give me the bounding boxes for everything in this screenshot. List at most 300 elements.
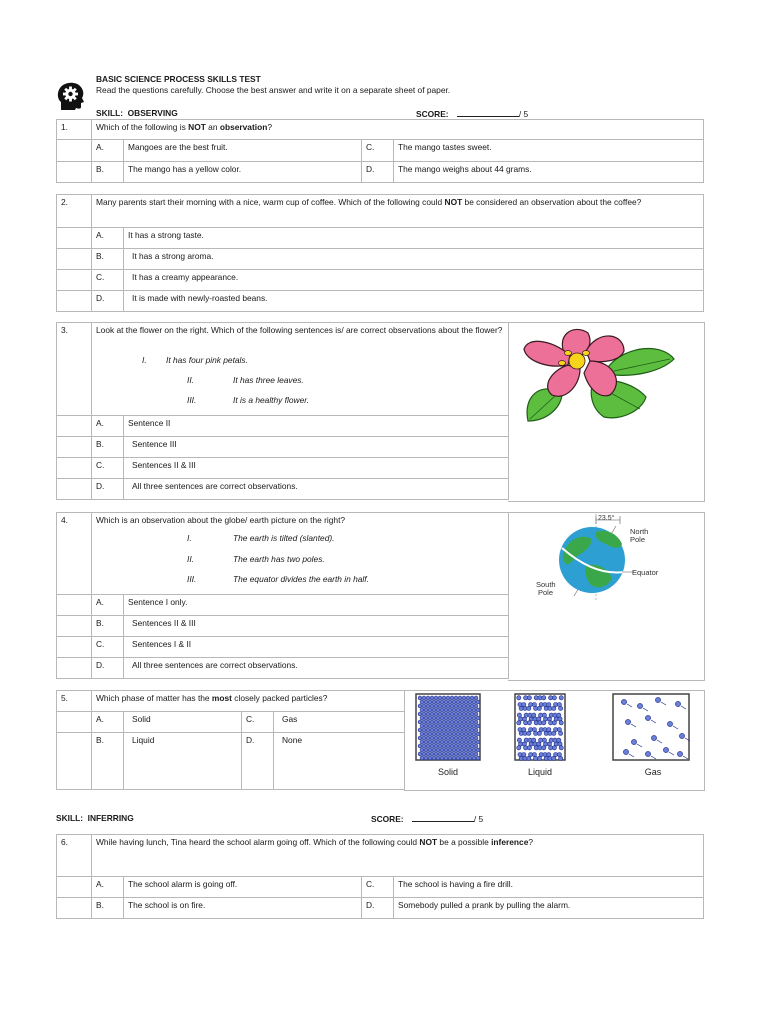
option-letter: A.: [92, 140, 124, 162]
solid-particle: [428, 740, 432, 744]
solid-particle: [462, 736, 466, 740]
solid-particle: [418, 720, 422, 724]
solid-particle: [420, 724, 424, 728]
solid-particle: [436, 756, 440, 760]
option-text: The mango tastes sweet.: [394, 140, 704, 162]
solid-particle: [450, 720, 454, 724]
question-number: 5.: [57, 691, 92, 712]
solid-particle: [418, 712, 422, 716]
gas-particle: [667, 721, 672, 726]
option-letter: A.: [92, 416, 124, 437]
solid-particle: [458, 744, 462, 748]
skill-line-inferring: SKILL: INFERRING: [56, 813, 134, 823]
liquid-particle: [552, 731, 556, 735]
solid-particle: [474, 696, 478, 700]
question-stem: Which of the following is NOT an observation?: [92, 120, 704, 140]
solid-particle: [438, 736, 442, 740]
question-stem: While having lunch, Tina heard the school alarm going off. Which of the following could NOT be a possible inference?: [92, 835, 704, 877]
option-text: All three sentences are correct observations.: [124, 658, 509, 679]
solid-particle: [452, 716, 456, 720]
solid-particle: [456, 700, 460, 704]
solid-particle: [446, 696, 450, 700]
solid-particle: [426, 720, 430, 724]
solid-particle: [466, 696, 470, 700]
option-letter: D.: [92, 291, 124, 312]
solid-particle: [440, 732, 444, 736]
option-letter: B.: [92, 249, 124, 270]
solid-particle: [448, 716, 452, 720]
question-2: [56, 194, 704, 312]
solid-particle: [436, 732, 440, 736]
solid-particle: [434, 736, 438, 740]
gas-particle: [677, 751, 682, 756]
solid-particle: [432, 740, 436, 744]
solid-particle: [460, 748, 464, 752]
score-blank[interactable]: [412, 813, 474, 822]
solid-particle: [466, 720, 470, 724]
solid-particle: [470, 712, 474, 716]
score-blank[interactable]: [457, 108, 519, 117]
solid-particle: [452, 756, 456, 760]
skill-line-observing: SKILL: OBSERVING: [96, 108, 178, 118]
option-text: It has a strong taste.: [124, 228, 704, 249]
solid-particle: [438, 712, 442, 716]
solid-particle: [424, 740, 428, 744]
option-text: The school alarm is going off.: [124, 877, 362, 898]
gas-particle: [663, 747, 668, 752]
solid-particle: [462, 712, 466, 716]
liquid-particle: [559, 731, 563, 735]
solid-particle: [432, 748, 436, 752]
gas-particle: [621, 699, 626, 704]
liquid-particle: [552, 746, 556, 750]
option-letter: A.: [92, 877, 124, 898]
question-stem: Which phase of matter has the most closely packed particles?: [92, 691, 405, 712]
solid-particle: [468, 748, 472, 752]
solid-particle: [476, 700, 480, 704]
sentence-roman: II.: [187, 554, 194, 564]
solid-particle: [432, 724, 436, 728]
solid-particle: [422, 712, 426, 716]
solid-particle: [424, 748, 428, 752]
question-5: [56, 690, 405, 790]
solid-particle: [440, 708, 444, 712]
liquid-particle: [552, 721, 556, 725]
gas-particle: [679, 733, 684, 738]
solid-particle: [468, 700, 472, 704]
solid-particle: [450, 696, 454, 700]
solid-particle: [454, 720, 458, 724]
solid-particle: [470, 720, 474, 724]
option-letter: A.: [92, 228, 124, 249]
solid-particle: [456, 748, 460, 752]
option-letter: D.: [242, 733, 274, 790]
gas-particle: [631, 739, 636, 744]
option-letter: C.: [92, 637, 124, 658]
solid-particle: [458, 712, 462, 716]
liquid-particle: [559, 706, 563, 710]
solid-particle: [428, 748, 432, 752]
solid-particle: [430, 704, 434, 708]
skill-name: INFERRING: [87, 813, 134, 823]
solid-particle: [424, 708, 428, 712]
gas-particle: [651, 735, 656, 740]
solid-particle: [428, 708, 432, 712]
solid-particle: [418, 728, 422, 732]
solid-particle: [474, 744, 478, 748]
solid-particle: [418, 696, 422, 700]
option-text: Sentences I & II: [124, 637, 509, 658]
solid-particle: [442, 720, 446, 724]
solid-particle: [420, 748, 424, 752]
liquid-particle: [517, 721, 521, 725]
solid-particle: [424, 724, 428, 728]
solid-particle: [438, 752, 442, 756]
solid-particle: [422, 704, 426, 708]
solid-particle: [440, 748, 444, 752]
option-letter: D.: [362, 162, 394, 183]
sentence-text: It has four pink petals.: [166, 355, 248, 365]
solid-particle: [444, 748, 448, 752]
liquid-particle: [527, 706, 531, 710]
liquid-particle: [517, 696, 521, 700]
solid-particle: [474, 704, 478, 708]
solid-particle: [476, 724, 480, 728]
solid-particle: [460, 700, 464, 704]
score-line-observing: SCORE: / 5: [416, 109, 529, 119]
solid-particle: [438, 704, 442, 708]
solid-particle: [460, 716, 464, 720]
solid-particle: [472, 756, 476, 760]
solid-particle: [472, 748, 476, 752]
option-letter: B.: [92, 437, 124, 458]
option-text: Gas: [274, 712, 405, 733]
solid-particle: [444, 732, 448, 736]
option-text: Somebody pulled a prank by pulling the alarm.: [394, 898, 704, 919]
solid-particle: [440, 756, 444, 760]
solid-particle: [468, 740, 472, 744]
south-label-2: Pole: [538, 588, 554, 597]
solid-particle: [470, 696, 474, 700]
solid-particle: [468, 732, 472, 736]
solid-particle: [464, 716, 468, 720]
solid-particle: [438, 720, 442, 724]
solid-particle: [454, 728, 458, 732]
liquid-particle: [537, 706, 541, 710]
solid-particle: [422, 744, 426, 748]
north-label-2: Pole: [630, 535, 646, 544]
solid-particle: [462, 696, 466, 700]
solid-particle: [462, 720, 466, 724]
sentence-text: The earth is tilted (slanted).: [233, 533, 335, 543]
gas-particle: [625, 719, 630, 724]
solid-particle: [420, 740, 424, 744]
solid-particle: [454, 736, 458, 740]
solid-particle: [460, 740, 464, 744]
solid-particle: [444, 756, 448, 760]
solid-particle: [474, 728, 478, 732]
solid-particle: [448, 740, 452, 744]
solid-particle: [462, 744, 466, 748]
solid-particle: [458, 704, 462, 708]
solid-particle: [438, 744, 442, 748]
solid-particle: [424, 756, 428, 760]
solid-particle: [476, 732, 480, 736]
score-line-inferring: SCORE: / 5: [371, 814, 484, 824]
solid-particle: [456, 724, 460, 728]
option-text: Sentences II & III: [124, 458, 509, 479]
solid-particle: [432, 700, 436, 704]
option-letter: B.: [92, 162, 124, 183]
solid-particle: [436, 700, 440, 704]
option-text: The school is on fire.: [124, 898, 362, 919]
solid-particle: [446, 736, 450, 740]
gas-particle: [655, 697, 660, 702]
solid-particle: [432, 708, 436, 712]
solid-particle: [464, 748, 468, 752]
solid-particle: [430, 752, 434, 756]
solid-particle: [444, 716, 448, 720]
solid-particle: [442, 744, 446, 748]
solid-particle: [422, 728, 426, 732]
solid-particle: [464, 732, 468, 736]
option-letter: B.: [92, 616, 124, 637]
solid-particle: [418, 736, 422, 740]
solid-particle: [450, 728, 454, 732]
solid-particle: [450, 704, 454, 708]
solid-particle: [448, 724, 452, 728]
solid-particle: [442, 696, 446, 700]
option-letter: D.: [362, 898, 394, 919]
solid-particle: [432, 716, 436, 720]
solid-particle: [472, 708, 476, 712]
solid-particle: [472, 716, 476, 720]
solid-particle: [452, 708, 456, 712]
solid-particle: [444, 740, 448, 744]
option-letter: C.: [92, 270, 124, 291]
solid-particle: [422, 736, 426, 740]
solid-particle: [472, 700, 476, 704]
option-text: It is made with newly-roasted beans.: [124, 291, 704, 312]
solid-particle: [444, 724, 448, 728]
solid-particle: [426, 696, 430, 700]
solid-particle: [442, 752, 446, 756]
solid-particle: [426, 712, 430, 716]
solid-particle: [476, 708, 480, 712]
gas-particle: [623, 749, 628, 754]
solid-particle: [428, 700, 432, 704]
solid-particle: [470, 728, 474, 732]
liquid-particle: [517, 746, 521, 750]
solid-particle: [434, 744, 438, 748]
solid-particle: [442, 728, 446, 732]
north-label-1: North: [630, 527, 649, 536]
option-letter: C.: [362, 140, 394, 162]
solid-particle: [458, 752, 462, 756]
question-6: [56, 834, 704, 919]
solid-particle: [424, 732, 428, 736]
option-letter: B.: [92, 733, 124, 790]
liquid-particle: [527, 746, 531, 750]
solid-particle: [466, 752, 470, 756]
solid-particle: [420, 756, 424, 760]
solid-particle: [420, 732, 424, 736]
liquid-particle: [552, 706, 556, 710]
option-text: All three sentences are correct observations.: [124, 479, 509, 500]
sentence-roman: II.: [187, 375, 194, 385]
option-letter: C.: [242, 712, 274, 733]
flower-image: [516, 325, 682, 425]
solid-particle: [440, 716, 444, 720]
solid-particle: [446, 704, 450, 708]
solid-particle: [472, 724, 476, 728]
phase-label-gas: Gas: [644, 767, 662, 777]
solid-particle: [454, 712, 458, 716]
liquid-particle: [527, 731, 531, 735]
solid-particle: [426, 736, 430, 740]
solid-particle: [448, 732, 452, 736]
solid-particle: [452, 748, 456, 752]
solid-particle: [442, 712, 446, 716]
solid-particle: [460, 724, 464, 728]
option-text: Mangoes are the best fruit.: [124, 140, 362, 162]
sentence-text: The earth has two poles.: [233, 554, 325, 564]
solid-particle: [456, 756, 460, 760]
question-number: 3.: [57, 323, 92, 416]
liquid-particle: [527, 756, 531, 760]
sentence-roman: I.: [187, 533, 192, 543]
angle-label: 23.5°: [598, 515, 615, 522]
option-letter: A.: [92, 712, 124, 733]
option-text: Sentence I only.: [124, 595, 509, 616]
solid-particle: [476, 716, 480, 720]
question-stem: Look at the flower on the right. Which of the following sentences is/ are correct observations about the flower?: [92, 323, 509, 416]
solid-particle: [452, 740, 456, 744]
solid-particle: [430, 720, 434, 724]
solid-particle: [426, 704, 430, 708]
equator-label: Equator: [632, 568, 659, 577]
solid-particle: [436, 724, 440, 728]
south-label-1: South: [536, 580, 556, 589]
option-text: The school is having a fire drill.: [394, 877, 704, 898]
solid-particle: [454, 696, 458, 700]
solid-particle: [464, 740, 468, 744]
solid-particle: [436, 708, 440, 712]
phase-label-liquid: Liquid: [527, 767, 553, 777]
solid-particle: [434, 720, 438, 724]
solid-particle: [458, 720, 462, 724]
solid-particle: [440, 700, 444, 704]
sentence-text: It is a healthy flower.: [233, 395, 310, 405]
solid-particle: [468, 708, 472, 712]
solid-particle: [430, 736, 434, 740]
solid-particle: [434, 696, 438, 700]
solid-particle: [426, 728, 430, 732]
solid-particle: [444, 700, 448, 704]
gas-particle: [637, 703, 642, 708]
solid-particle: [446, 744, 450, 748]
option-letter: A.: [92, 595, 124, 616]
instructions: Read the questions carefully. Choose the best answer and write it on a separate sheet of paper.: [96, 85, 451, 95]
solid-particle: [462, 704, 466, 708]
solid-particle: [452, 732, 456, 736]
solid-particle: [460, 732, 464, 736]
solid-particle: [468, 756, 472, 760]
solid-particle: [426, 752, 430, 756]
solid-particle: [436, 740, 440, 744]
solid-particle: [448, 748, 452, 752]
solid-particle: [474, 736, 478, 740]
question-3: [56, 322, 509, 500]
solid-particle: [428, 732, 432, 736]
solid-particle: [430, 696, 434, 700]
solid-particle: [428, 716, 432, 720]
option-text: Sentence II: [124, 416, 509, 437]
sentence-roman: III.: [187, 574, 197, 584]
option-letter: D.: [92, 658, 124, 679]
solid-particle: [430, 712, 434, 716]
liquid-particle: [542, 696, 546, 700]
solid-particle: [460, 756, 464, 760]
solid-particle: [454, 752, 458, 756]
solid-particle: [446, 712, 450, 716]
solid-particle: [470, 744, 474, 748]
solid-particle: [430, 728, 434, 732]
liquid-particle: [537, 731, 541, 735]
solid-particle: [474, 712, 478, 716]
solid-particle: [450, 712, 454, 716]
option-text: It has a strong aroma.: [124, 249, 704, 270]
solid-particle: [454, 704, 458, 708]
solid-particle: [450, 752, 454, 756]
skill-name: OBSERVING: [127, 108, 178, 118]
solid-particle: [422, 752, 426, 756]
option-text: It has a creamy appearance.: [124, 270, 704, 291]
solid-particle: [466, 704, 470, 708]
liquid-particle: [542, 721, 546, 725]
solid-particle: [462, 728, 466, 732]
solid-particle: [434, 752, 438, 756]
test-title: BASIC SCIENCE PROCESS SKILLS TEST: [96, 74, 261, 84]
solid-particle: [426, 744, 430, 748]
solid-particle: [422, 720, 426, 724]
solid-particle: [474, 752, 478, 756]
option-text: None: [274, 733, 405, 790]
solid-particle: [442, 736, 446, 740]
option-text: Solid: [124, 712, 242, 733]
solid-particle: [436, 748, 440, 752]
solid-particle: [470, 736, 474, 740]
globe-image: [534, 512, 680, 604]
solid-particle: [450, 736, 454, 740]
solid-particle: [420, 708, 424, 712]
option-text: Liquid: [124, 733, 242, 790]
option-text: Sentence III: [124, 437, 509, 458]
solid-particle: [468, 724, 472, 728]
solid-particle: [464, 700, 468, 704]
solid-particle: [448, 700, 452, 704]
solid-particle: [462, 752, 466, 756]
solid-particle: [458, 736, 462, 740]
solid-particle: [418, 752, 422, 756]
liquid-particle: [542, 746, 546, 750]
liquid-particle: [527, 696, 531, 700]
option-text: The mango has a yellow color.: [124, 162, 362, 183]
solid-particle: [424, 700, 428, 704]
solid-particle: [434, 712, 438, 716]
solid-particle: [438, 728, 442, 732]
solid-particle: [450, 744, 454, 748]
